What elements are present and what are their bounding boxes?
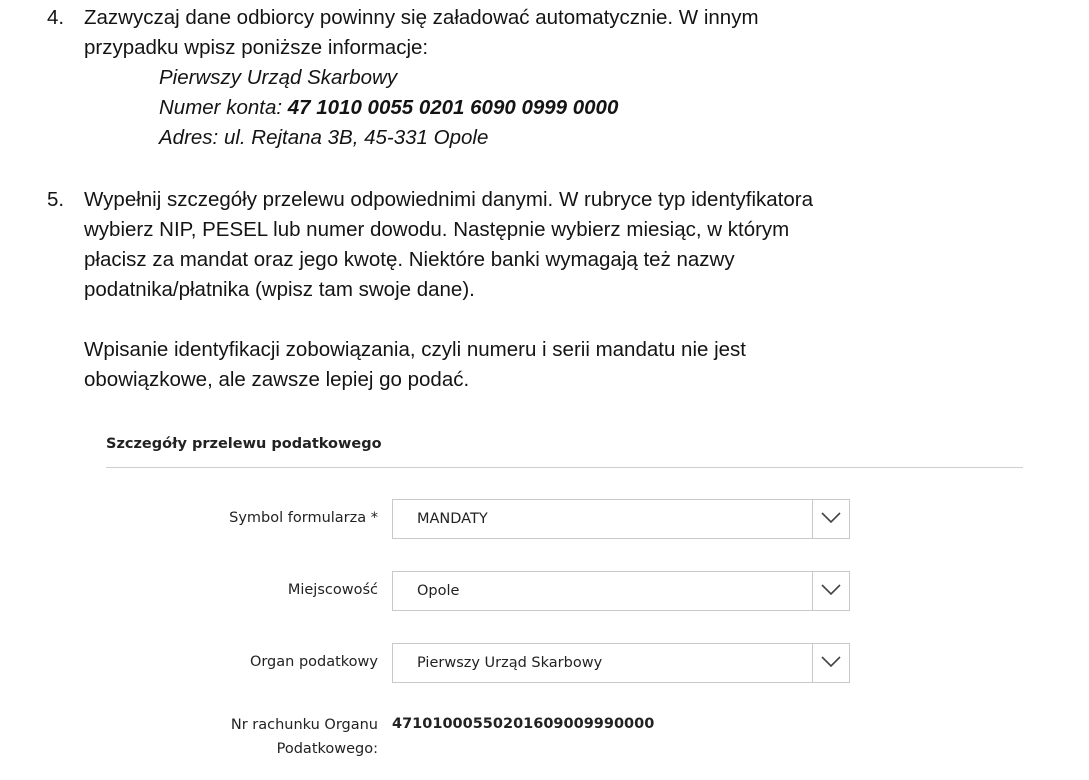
step-5-para-2-line-1: Wpisanie identyfikacji zobowiązania, czyli numeru i serii mandatu nie jest [84, 338, 746, 361]
recipient-account [84, 93, 944, 123]
tax-office-select-value: Pierwszy Urząd Skarbowy [417, 655, 603, 671]
account-label-line-1: Nr rachunku Organu [230, 717, 378, 733]
symbol-select-value: MANDATY [417, 511, 488, 527]
step-5-line-1: Wypełnij szczegóły przelewu odpowiednimi danymi. W rubryce typ identyfikatora [84, 188, 814, 211]
account-value: 47101000550201609009990000 [392, 716, 655, 732]
account-label-line-2: Podatkowego: [276, 741, 378, 757]
tax-office-label: Organ podatkowy [249, 654, 378, 670]
chevron-down-icon [821, 512, 841, 524]
city-label: Miejscowość [287, 582, 378, 598]
symbol-dropdown-button[interactable] [812, 500, 849, 538]
recipient-address: Adres: ul. Rejtana 3B, 45-331 Opole [159, 126, 489, 149]
step-4-line-2: przypadku wpisz poniższe informacje: [84, 36, 429, 59]
tax-office-select[interactable] [392, 643, 850, 683]
step-5-number: 5. [47, 188, 65, 211]
step-5-line-4: podatnika/płatnika (wpisz tam swoje dane). [84, 278, 475, 301]
city-dropdown-button[interactable] [812, 572, 849, 610]
step-5-line-3: płacisz za mandat oraz jego kwotę. Niektóre banki wymagają też nazwy [84, 248, 735, 271]
step-4-text [84, 3, 944, 153]
chevron-down-icon [821, 584, 841, 596]
symbol-select[interactable] [392, 499, 850, 539]
city-select[interactable] [392, 571, 850, 611]
step-5-line-2: wybierz NIP, PESEL lub numer dowodu. Następnie wybierz miesiąc, w którym [84, 218, 790, 241]
form-section-title: Szczegóły przelewu podatkowego [106, 436, 382, 452]
account-label [231, 713, 378, 761]
step-5-text [84, 185, 944, 395]
step-5-para-2-line-2: obowiązkowe, ale zawsze lepiej go podać. [84, 368, 470, 391]
account-number: 47 1010 0055 0201 6090 0999 0000 [287, 96, 619, 119]
chevron-down-icon [821, 656, 841, 668]
recipient-name: Pierwszy Urząd Skarbowy [159, 66, 398, 89]
step-4-number: 4. [47, 6, 65, 29]
city-select-value: Opole [417, 583, 460, 599]
symbol-label: Symbol formularza * [229, 510, 378, 526]
form-divider [106, 467, 1023, 468]
tax-office-dropdown-button[interactable] [812, 644, 849, 682]
step-4-line-1: Zazwyczaj dane odbiorcy powinny się załadować automatycznie. W innym [84, 6, 759, 29]
account-prefix: Numer konta: [159, 96, 288, 119]
